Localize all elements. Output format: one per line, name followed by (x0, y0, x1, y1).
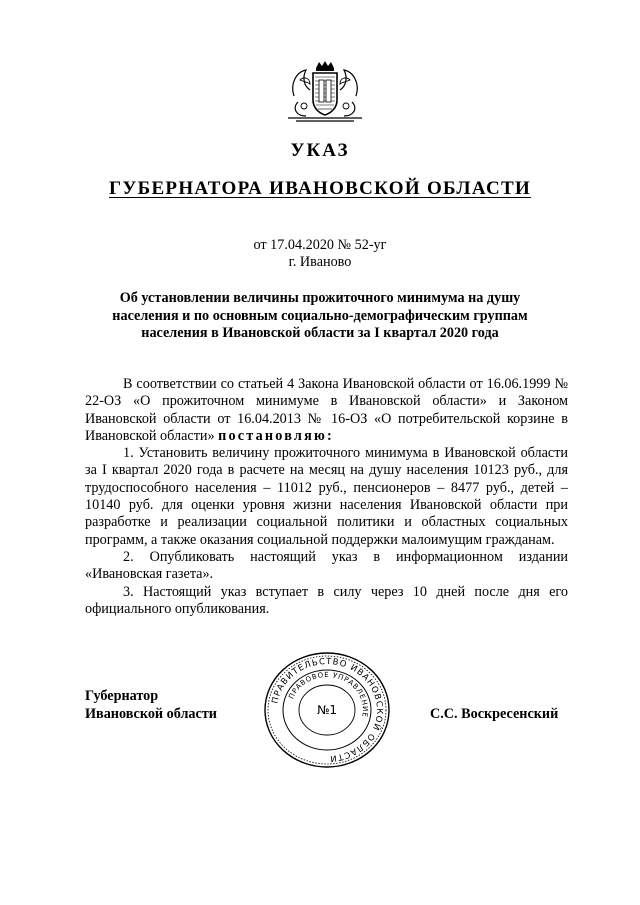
decree-word: постановляю: (218, 427, 334, 444)
position-line-2: Ивановской области (85, 705, 217, 722)
document-subject: Об установлении величины прожиточного минимума на душу населения и по основным социально-демографическим группам населения в Ивановской области за I квартал 2020 года (112, 290, 528, 341)
decree-item-1: 1. Установить величину прожиточного минимума в Ивановской области за I квартал 2020 года в расчете на месяц на душу населения 10123 руб., для трудоспособного населения – 11012 руб., пенсионеров – 8477 руб., детей – 10140 руб. для оценки уровня жизни населения Ивановской области при разработке и реализации социальной политики и областных социальных программ, а также оказания социальной поддержки малоимущим гражданам. (85, 445, 568, 548)
position-line-1: Губернатор (85, 688, 159, 704)
document-meta (0, 237, 640, 271)
preamble-paragraph (85, 376, 568, 445)
official-seal-icon (262, 650, 392, 770)
seal-ring-text: ПРАВИТЕЛЬСТВО ИВАНОВСКОЙ ОБЛАСТИ (270, 656, 385, 764)
signatory-position (85, 688, 217, 723)
seal-number: №1 (316, 703, 338, 717)
document-body (85, 376, 568, 618)
coat-of-arms-icon (286, 60, 364, 124)
document-title: УКАЗ (290, 140, 350, 161)
seal-inner-text: ПРАВОВОЕ УПРАВЛЕНИЕ (287, 670, 370, 719)
document-city: г. Иваново (288, 254, 352, 270)
signatory-name: С.С. Воскресенский (430, 706, 559, 722)
preamble-text: В соответствии со статьей 4 Закона Ивановской области от 16.06.1999 № 22-ОЗ «О прожиточном минимуме в Ивановской области» и Законом Ивановской области от 16.04.2013 № 16-ОЗ «О потребительской корзине в Ивановской области» (85, 376, 568, 444)
document-date-number: от 17.04.2020 № 52-уг (253, 237, 387, 253)
document-issuer (0, 178, 640, 200)
decree-item-3: 3. Настоящий указ вступает в силу через 10 дней после дня его официального опубликования. (85, 583, 568, 617)
decree-item-2: 2. Опубликовать настоящий указ в информационном издании «Ивановская газета». (85, 548, 568, 583)
issuer-text: ГУБЕРНАТОРА ИВАНОВСКОЙ ОБЛАСТИ (108, 178, 532, 199)
